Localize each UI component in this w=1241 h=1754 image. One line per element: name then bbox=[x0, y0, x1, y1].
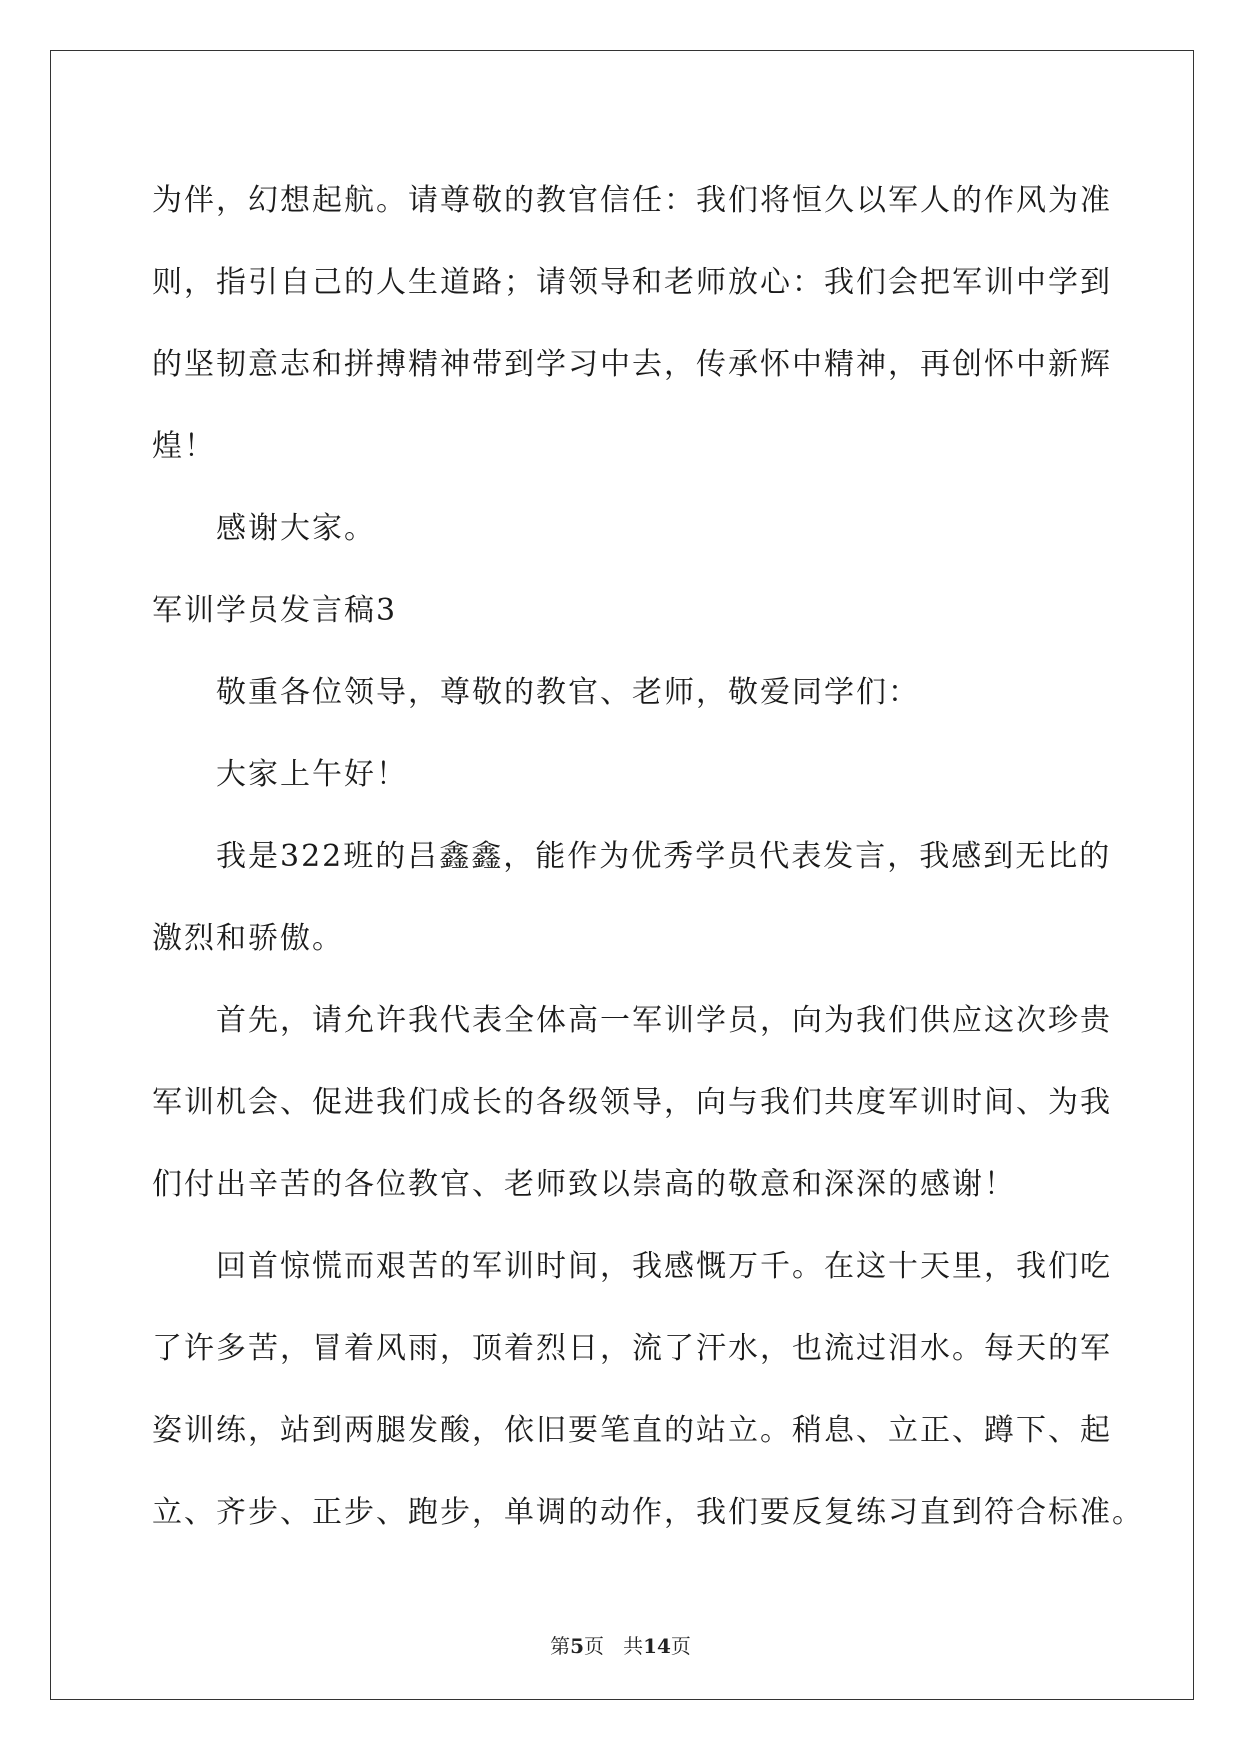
page-footer bbox=[0, 1630, 1241, 1659]
text-line: 则，指引自己的人生道路；请领导和老师放心：我们会把军训中学到 bbox=[152, 265, 1112, 300]
text-line: 姿训练，站到两腿发酸，依旧要笔直的站立。稍息、立正、蹲下、起 bbox=[152, 1413, 1112, 1448]
section-heading: 军训学员发言稿3 bbox=[152, 593, 398, 628]
text-line: 我是322班的吕鑫鑫，能作为优秀学员代表发言，我感到无比的 bbox=[216, 839, 1112, 874]
text-line: 立、齐步、正步、跑步，单调的动作，我们要反复练习直到符合标准。 bbox=[152, 1495, 1144, 1530]
page-suffix: 页 bbox=[584, 1634, 604, 1658]
text-line: 的坚韧意志和拼搏精神带到学习中去，传承怀中精神，再创怀中新辉 bbox=[152, 347, 1112, 382]
total-suffix: 页 bbox=[670, 1634, 691, 1658]
text-line: 感谢大家。 bbox=[216, 511, 376, 546]
text-line: 激烈和骄傲。 bbox=[152, 921, 344, 956]
total-pages: 14 bbox=[643, 1634, 671, 1658]
text-line: 大家上午好！ bbox=[216, 757, 408, 792]
text-line: 回首惊慌而艰苦的军训时间，我感慨万千。在这十天里，我们吃 bbox=[216, 1249, 1112, 1284]
text-line: 首先，请允许我代表全体高一军训学员，向为我们供应这次珍贵 bbox=[216, 1003, 1112, 1038]
text-line: 敬重各位领导，尊敬的教官、老师，敬爱同学们： bbox=[216, 675, 920, 710]
text-line: 了许多苦，冒着风雨，顶着烈日，流了汗水，也流过泪水。每天的军 bbox=[152, 1331, 1112, 1366]
page-prefix: 第 bbox=[550, 1634, 571, 1658]
document-body bbox=[152, 160, 1144, 1554]
text-line: 为伴，幻想起航。请尊敬的教官信任：我们将恒久以军人的作风为准 bbox=[152, 183, 1112, 218]
text-line: 煌！ bbox=[152, 429, 216, 464]
text-line: 军训机会、促进我们成长的各级领导，向与我们共度军训时间、为我 bbox=[152, 1085, 1112, 1120]
total-prefix: 共 bbox=[623, 1634, 644, 1658]
text-line: 们付出辛苦的各位教官、老师致以崇高的敬意和深深的感谢！ bbox=[152, 1167, 1016, 1202]
page-number: 5 bbox=[570, 1634, 584, 1658]
